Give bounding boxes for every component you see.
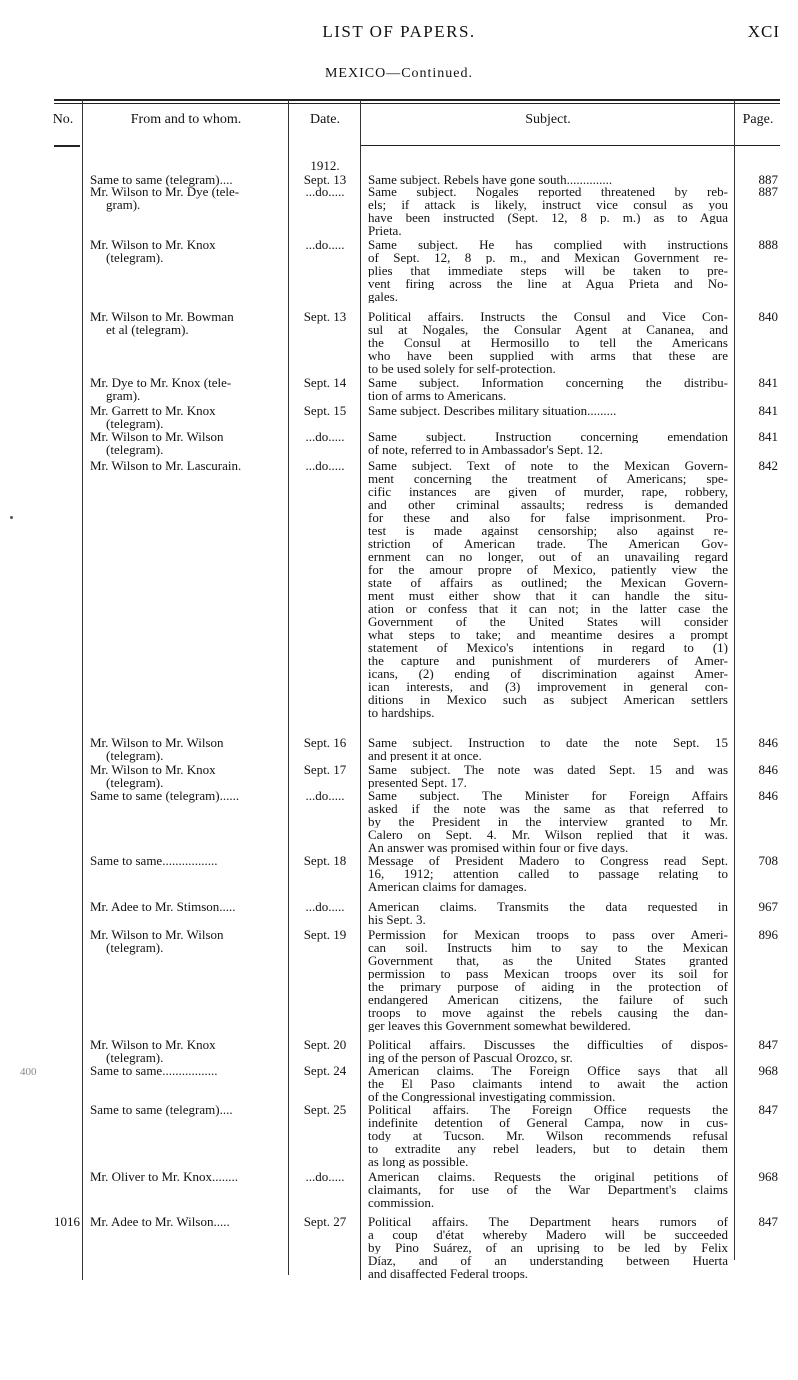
subject-line: Prieta. [368,224,402,237]
subject-line: Same subject. Instruction concerning emendation [368,430,728,443]
from-line: Mr. Wilson to Mr. Knox [90,762,216,777]
row-subject [368,430,728,456]
row-page: 847 [758,1214,778,1229]
from-line: Mr. Adee to Mr. Stimson..... [90,899,236,914]
row-subject [368,376,728,402]
subject-line: for these and also for false imprisonment. Pro- [368,511,728,524]
subject-line: ger leaves this Government somewhat bewildered. [368,1019,631,1032]
subject-line: Political affairs. The Department hears rumors of [368,1215,728,1228]
row-from-to [90,404,287,430]
subject-line: 16, 1912; attention called to passage relating to [368,867,728,880]
row-subject [368,900,728,926]
row-subject [368,1215,728,1280]
from-line: Mr. Garrett to Mr. Knox [90,403,216,418]
row-page: 847 [758,1102,778,1117]
from-line: Mr. Wilson to Mr. Lascurain. [90,458,242,473]
row-date: ...do..... [305,429,345,444]
header-bottom-rule [54,145,80,147]
subject-line: claimants, for use of the War Department's claims [368,1183,728,1196]
subject-line: and other criminal assaults; redress is demanded [368,498,728,511]
from-line: Mr. Wilson to Mr. Wilson [90,927,224,942]
subject-line: ation or confess that it can not; in the latter case the [368,602,728,615]
subject-line: Political affairs. Discusses the difficulties of dispos- [368,1038,728,1051]
margin-note: 400 [20,1066,37,1078]
subject-line: of Sept. 12, 8 p. m., and Mexican Government re- [368,251,728,264]
row-from-to [90,459,287,472]
subject-line: plies that immediate steps will be taken to pre- [368,264,728,277]
row-subject [368,763,728,789]
row-page: 846 [758,735,778,750]
row-from-to [90,763,287,789]
row-from-to [90,736,287,762]
subject-line: to extradite any rebel leaders, but to detain them [368,1142,728,1155]
from-line: Mr. Dye to Mr. Knox (tele- [90,375,232,390]
subject-line: can soil. Instructs him to say to the Mexican [368,941,728,954]
subject-line: for the amour propre of Mexico, patiently view the [368,563,728,576]
row-date: ...do..... [305,899,345,914]
subject-line: a coup d'état whereby Madero will be succeeded [368,1228,728,1241]
row-date: Sept. 18 [303,853,347,868]
subject-line: icans, (2) ending of discrimination against Amer- [368,667,728,680]
row-from-to [90,789,287,802]
subject-line: what steps to take; and meantime desires a prompt [368,628,728,641]
row-subject [368,854,728,893]
subject-line: to hardships. [368,706,435,719]
subject-line: and present it at once. [368,749,482,762]
subject-line: the El Paso claimants intend to await the action [368,1077,728,1090]
subject-line: and disaffected Federal troops. [368,1267,529,1280]
subject-line: ment must either show that it can handle the situ- [368,589,728,602]
row-page: 968 [758,1063,778,1078]
row-from-to [90,854,287,867]
row-page: 841 [758,429,778,444]
subject-line: Same subject. The note was dated Sept. 15 and was [368,763,728,776]
subject-line: Political affairs. Instructs the Consul and Vice Con- [368,310,728,323]
subject-line: to be used solely for self-protection. [368,362,556,375]
subject-line: Government of the United States will consider [368,615,728,628]
subject-line: of note, referred to in Ambassador's Sept. 12. [368,443,603,456]
from-line: Mr. Oliver to Mr. Knox........ [90,1169,239,1184]
column-header-subject: Subject. [525,112,571,127]
subject-line: tion of arms to Americans. [368,389,507,402]
table-top-rule-thin [54,103,780,104]
row-number: 1016 [54,1214,80,1229]
subject-line: statement of Mexico's intentions in regard to (1) [368,641,728,654]
subject-line: gales. [368,290,398,303]
column-divider [82,100,83,1280]
row-date: Sept. 17 [303,762,347,777]
from-line: Mr. Wilson to Mr. Wilson [90,429,224,444]
row-date: Sept. 16 [303,735,347,750]
row-date: Sept. 13 [303,309,347,324]
row-page: 968 [758,1169,778,1184]
row-page: 896 [758,927,778,942]
row-from-to [90,376,287,402]
row-page: 846 [758,762,778,777]
subject-line: vent firing across the line at Agua Prieta and No- [368,277,728,290]
row-from-to [90,900,287,913]
row-date: ...do..... [305,237,345,252]
from-line: Same to same................. [90,853,218,868]
subject-line: Same subject. Instruction to date the note Sept. 15 [368,736,728,749]
running-title: LIST OF PAPERS. [322,22,476,41]
subject-line: by the President in the interview granted to Mr. [368,815,728,828]
row-page: 888 [758,237,778,252]
subject-line: ernment can no longer, out of an unavailing regard [368,550,728,563]
subject-line: by Pino Suárez, of an uprising to be led by Felix [368,1241,728,1254]
subject-line: An answer was promised within four or five days. [368,841,629,854]
subject-line: Calero on Sept. 4. Mr. Wilson replied that it was. [368,828,728,841]
subject-line: Same subject. Text of note to the Mexican Govern- [368,459,728,472]
subject-line: permission to pass Mexican troops over its soil for [368,967,728,980]
subject-line: Permission for Mexican troops to pass over Ameri- [368,928,728,941]
row-date: ...do..... [305,184,345,199]
row-page: 841 [758,375,778,390]
row-from-to [90,1038,287,1064]
column-header-page: Page. [742,112,774,127]
subject-line: who have been supplied with arms that these are [368,349,728,362]
from-line: (telegram). [106,1050,164,1065]
row-date: Sept. 24 [303,1063,347,1078]
subject-line: Message of President Madero to Congress read Sept. [368,854,728,867]
subject-line: his Sept. 3. [368,913,426,926]
subject-line: state of affairs as outlined; the Mexican Govern- [368,576,728,589]
subject-line: Same subject. The Minister for Foreign Affairs [368,789,728,802]
row-date: ...do..... [305,788,345,803]
row-page: 967 [758,899,778,914]
row-subject [368,1170,728,1209]
row-date: ...do..... [305,1169,345,1184]
row-subject [368,789,728,854]
subject-line: the Consul at Hermosillo to tell the Americans [368,336,728,349]
row-date: Sept. 20 [303,1037,347,1052]
subject-line: test is made against censorship; also against re- [368,524,728,537]
row-subject [368,459,728,719]
subject-line: cific instances are given of murder, rape, robbery, [368,485,728,498]
row-from-to [90,1215,287,1228]
row-subject [368,238,728,303]
row-date: Sept. 13 [303,172,347,187]
from-line: Mr. Wilson to Mr. Wilson [90,735,224,750]
row-subject [368,736,728,762]
from-line: Same to same................. [90,1063,218,1078]
subject-line: striction of American trade. The American Gov- [368,537,728,550]
subject-line: tody at Tucson. Mr. Wilson recommends refusal [368,1129,728,1142]
row-subject [368,1103,728,1168]
from-line: Same to same (telegram)...... [90,788,240,803]
row-date: Sept. 25 [303,1102,347,1117]
subject-line: Same subject. Describes military situation......... [368,404,617,417]
subject-line: ment concerning the treatment of Americans; spe- [368,472,728,485]
from-line: Mr. Wilson to Mr. Knox [90,1037,216,1052]
row-from-to [90,928,287,954]
row-date: ...do..... [305,458,345,473]
row-date: Sept. 19 [303,927,347,942]
row-page: 708 [758,853,778,868]
subject-line: commission. [368,1196,435,1209]
subject-line: ditions in Mexico such as subject American settlers [368,693,728,706]
from-line: et al (telegram). [106,322,189,337]
row-subject [368,404,728,417]
page-number-roman: XCI [747,22,780,41]
from-line: Same to same (telegram).... [90,1102,233,1117]
from-line: (telegram). [106,748,164,763]
from-line: gram). [106,388,141,403]
from-line: (telegram). [106,416,164,431]
from-line: Mr. Wilson to Mr. Knox [90,237,216,252]
from-line: Mr. Wilson to Mr. Dye (tele- [90,184,240,199]
subject-line: Same subject. Rebels have gone south.............. [368,173,613,186]
section-title: MEXICO—Continued. [324,66,474,81]
row-date: Sept. 15 [303,403,347,418]
column-divider [288,100,289,1275]
subject-line: els; if attack is likely, instruct vice consul as you [368,198,728,211]
subject-line: asked if the note was the same as that referred to [368,802,728,815]
row-date: Sept. 27 [303,1214,347,1229]
row-page: 841 [758,403,778,418]
subject-line: Same subject. Information concerning the distribu- [368,376,728,389]
row-from-to [90,185,287,211]
subject-line: American claims. Transmits the data requested in [368,900,728,913]
subject-line: American claims. The Foreign Office says that all [368,1064,728,1077]
row-subject [368,1064,728,1103]
year-label: 1912. [310,158,340,173]
row-page: 846 [758,788,778,803]
subject-line: of the Congressional investigating commission. [368,1090,616,1103]
row-from-to [90,1064,287,1077]
row-subject [368,310,728,375]
subject-line: Díaz, and of an understanding between Huerta [368,1254,728,1267]
column-header-from: From and to whom. [130,112,242,127]
subject-line: the capture and punishment of murderers of Amer- [368,654,728,667]
row-page: 887 [758,184,778,199]
subject-line: Same subject. Nogales reported threatened by reb- [368,185,728,198]
row-date: Sept. 14 [303,375,347,390]
subject-line: presented Sept. 17. [368,776,467,789]
subject-line: ing of the person of Pascual Orozco, sr. [368,1051,573,1064]
row-page: 847 [758,1037,778,1052]
subject-line: troops to move against the rebels causing the dan- [368,1006,728,1019]
from-line: (telegram). [106,940,164,955]
column-divider [360,100,361,1280]
row-page: 840 [758,309,778,324]
from-line: gram). [106,197,141,212]
table-top-rule [54,99,780,101]
column-divider [734,100,735,1260]
row-page: 887 [758,172,778,187]
column-header-no: No. [52,112,74,127]
header-bottom-rule [360,145,780,146]
subject-line: American claims for damages. [368,880,527,893]
subject-line: American claims. Requests the original petitions of [368,1170,728,1183]
from-line: Mr. Adee to Mr. Wilson..... [90,1214,230,1229]
subject-line: Same subject. He has complied with instructions [368,238,728,251]
row-subject [368,185,728,237]
from-line: (telegram). [106,775,164,790]
row-from-to [90,1103,287,1116]
from-line: Same to same (telegram).... [90,172,233,187]
subject-line: sul at Nogales, the Consular Agent at Cananea, and [368,323,728,336]
subject-line: Government that, as the United States granted [368,954,728,967]
row-subject [368,1038,728,1064]
subject-line: Political affairs. The Foreign Office requests the [368,1103,728,1116]
row-subject [368,928,728,1032]
subject-line: indefinite detention of General Campa, now in cus- [368,1116,728,1129]
row-from-to [90,1170,287,1183]
from-line: (telegram). [106,250,164,265]
from-line: Mr. Wilson to Mr. Bowman [90,309,234,324]
subject-line: as long as possible. [368,1155,469,1168]
subject-line: have been instructed (Sept. 12, 8 p. m.) as to Agua [368,211,728,224]
from-line: (telegram). [106,442,164,457]
subject-line: the primary purpose of aiding in the protection of [368,980,728,993]
row-from-to [90,430,287,456]
column-header-date: Date. [310,112,340,127]
subject-line: ican interests, and (3) improvement in general con- [368,680,728,693]
subject-line: endangered American citizens, the failure of such [368,993,728,1006]
row-page: 842 [758,458,778,473]
row-from-to [90,310,287,336]
row-from-to [90,238,287,264]
margin-speck [10,516,13,519]
